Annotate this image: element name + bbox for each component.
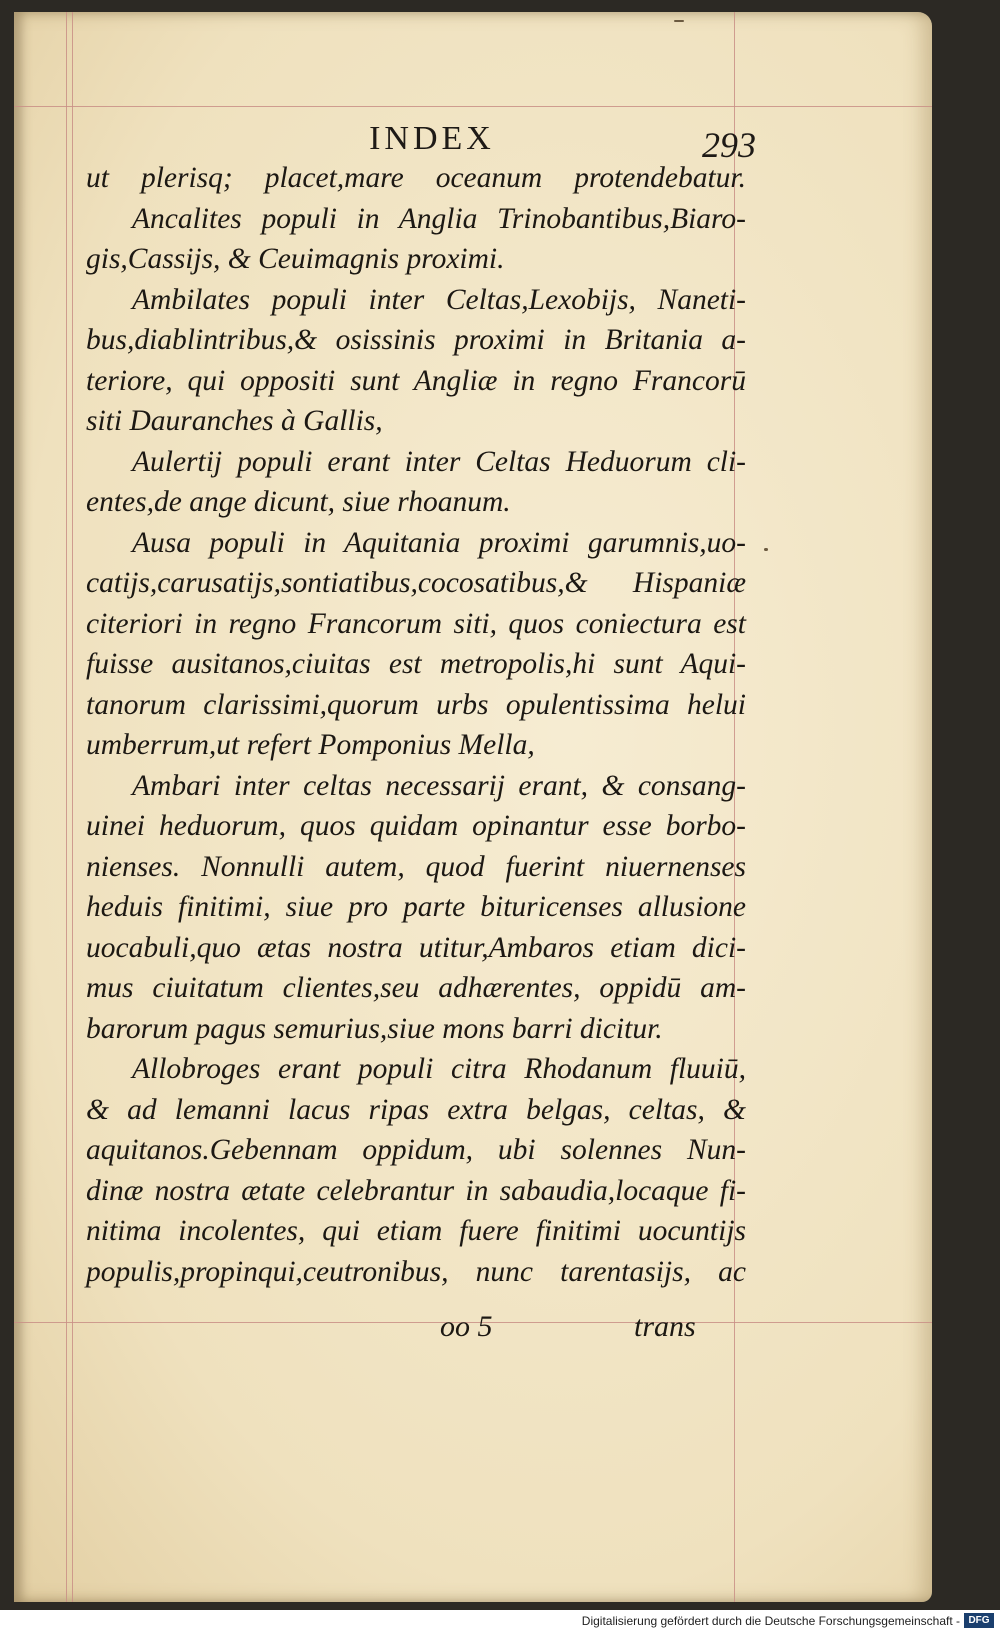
text-line: aquitanos.Gebennam oppidum, ubi solennes Nun- — [86, 1134, 746, 1166]
text-line: Ambari inter celtas necessarij erant, & consang- — [132, 769, 746, 802]
text-line: umberrum,ut refert Pomponius Mella, — [86, 729, 535, 761]
margin-rule-left — [66, 12, 67, 1602]
signature-mark: oo 5 — [440, 1310, 493, 1343]
margin-rule-top — [14, 106, 932, 107]
text-line: bus,diablintribus,& osissinis proximi in Britania a- — [86, 324, 746, 356]
text-line: mus ciuitatum clientes,seu adhærentes, oppidū am- — [86, 972, 746, 1004]
footer-credit: Digitalisierung gefördert durch die Deutsche Forschungsgemeinschaft - — [581, 1614, 960, 1628]
text-line: & ad lemanni lacus ripas extra belgas, celtas, & — [86, 1093, 746, 1126]
text-line: barorum pagus semurius,siue mons barri dicitur. — [86, 1012, 663, 1045]
text-line: ut plerisq; placet,mare oceanum protendebatur. — [86, 162, 746, 194]
text-line: heduis finitimi, siue pro parte bituricenses allusione — [86, 891, 746, 923]
text-line: dinæ nostra ætate celebrantur in sabaudia,locaque fi- — [86, 1174, 746, 1207]
footer-bar — [0, 1610, 1000, 1632]
text-line: uocabuli,quo ætas nostra utitur,Ambaros etiam dici- — [86, 931, 746, 964]
text-line: nienses. Nonnulli autem, quod fuerint niuernenses — [86, 850, 746, 883]
paper-speck — [674, 20, 684, 22]
catchword: trans — [634, 1310, 696, 1343]
paper-speck — [764, 548, 768, 551]
text-line: Ancalites populi in Anglia Trinobantibus,Biaro- — [132, 202, 746, 235]
text-line: entes,de ange dicunt, siue rhoanum. — [86, 486, 511, 518]
margin-rule-left-inner — [72, 12, 73, 1602]
page-number: 293 — [702, 125, 756, 165]
text-line: siti Dauranches à Gallis, — [86, 405, 383, 437]
text-line: teriore, qui oppositi sunt Angliæ in regno Francorū — [86, 364, 746, 397]
running-header: INDEX — [369, 120, 495, 157]
dfg-logo: DFG — [964, 1613, 994, 1628]
text-line: uinei heduorum, quos quidam opinantur esse borbo- — [86, 810, 746, 842]
text-line: Ausa populi in Aquitania proximi garumnis,uo- — [132, 526, 746, 559]
text-line: Aulertij populi erant inter Celtas Heduorum cli- — [132, 445, 746, 478]
book-page — [14, 12, 932, 1602]
text-line: fuisse ausitanos,ciuitas est metropolis,hi sunt Aqui- — [86, 648, 746, 680]
text-line: Ambilates populi inter Celtas,Lexobijs, Naneti- — [132, 283, 746, 316]
text-line: citeriori in regno Francorum siti, quos coniectura est — [86, 607, 746, 640]
text-line: gis,Cassijs, & Ceuimagnis proximi. — [86, 243, 505, 275]
index-text-block — [86, 158, 746, 1292]
text-line: Allobroges erant populi citra Rhodanum fluuiū, — [132, 1053, 746, 1085]
text-line: catijs,carusatijs,sontiatibus,cocosatibus,& Hispaniæ — [86, 567, 746, 599]
text-line: populis,propinqui,ceutronibus, nunc tarentasijs, ac — [86, 1255, 746, 1288]
text-line: nitima incolentes, qui etiam fuere finitimi uocuntijs — [86, 1215, 746, 1247]
text-line: tanorum clarissimi,quorum urbs opulentissima helui — [86, 688, 746, 721]
